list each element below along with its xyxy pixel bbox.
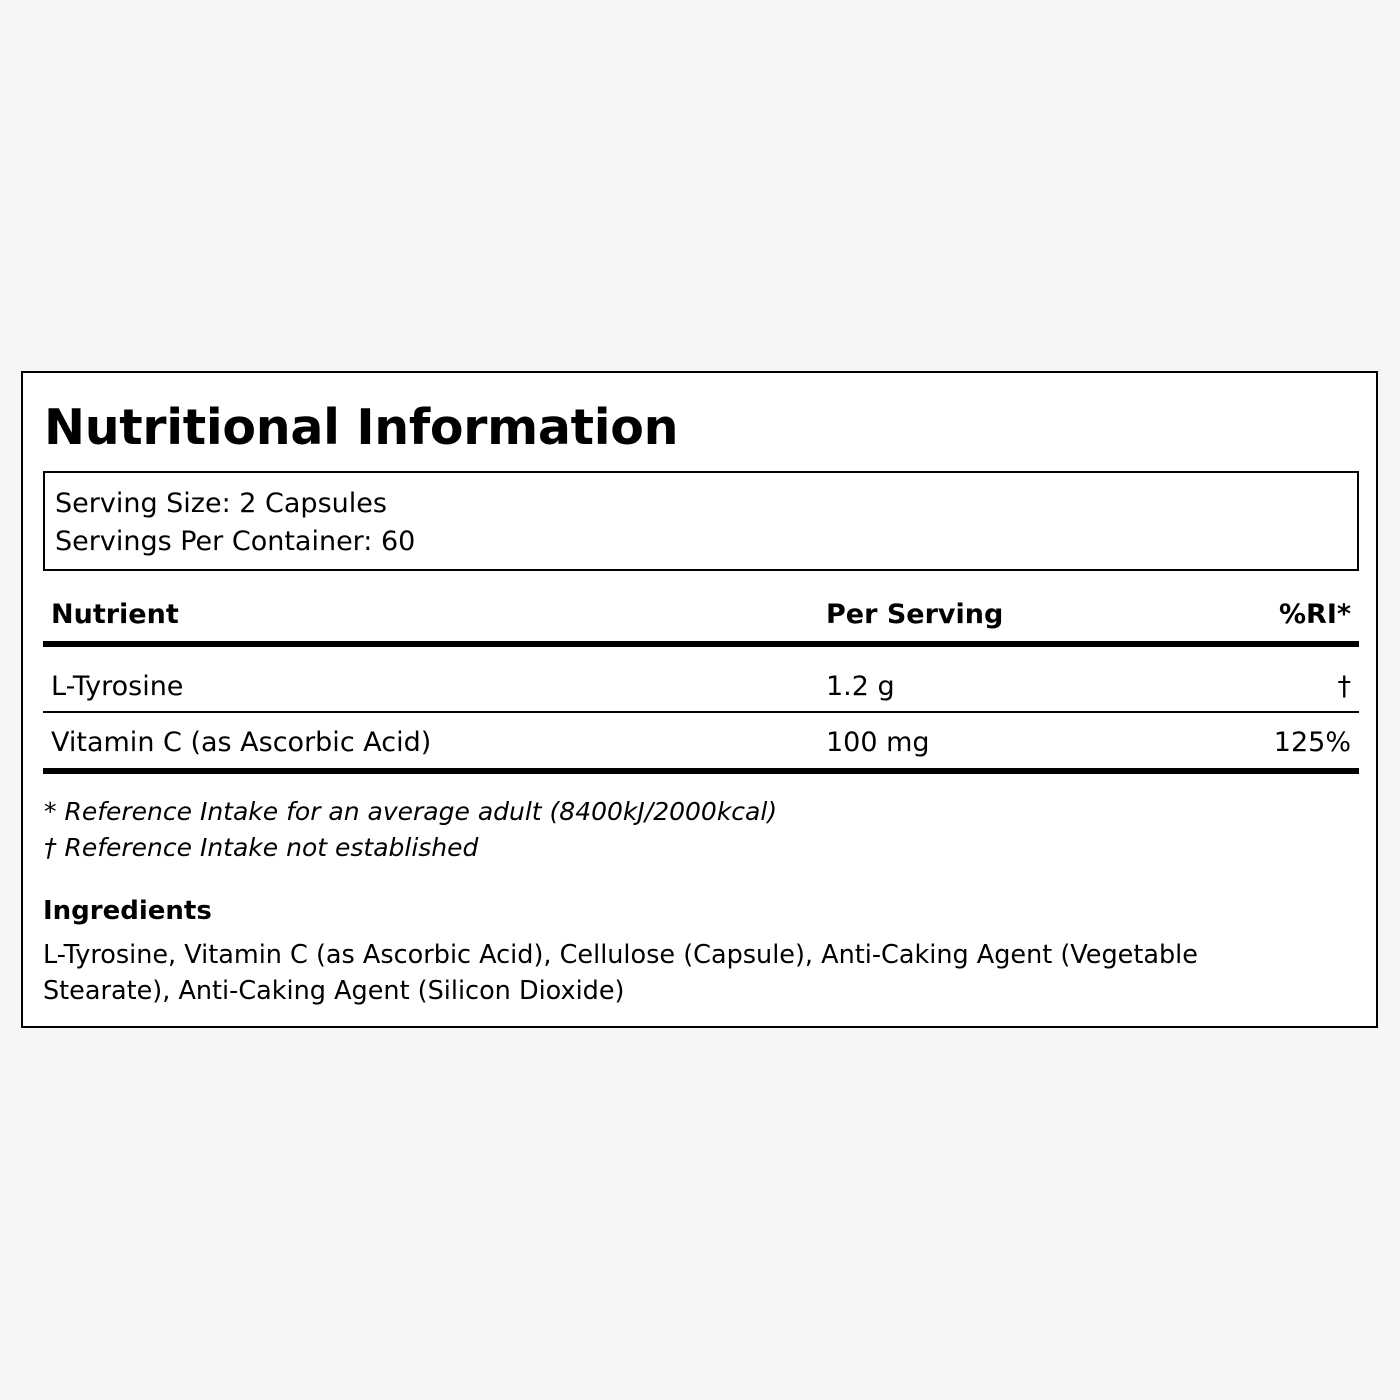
nutrient-ri: †	[1337, 671, 1351, 702]
nutrient-name: Vitamin C (as Ascorbic Acid)	[51, 727, 432, 758]
nutrient-per-serving: 100 mg	[826, 727, 930, 758]
serving-size: Serving Size: 2 Capsules	[55, 488, 387, 519]
servings-per-container: Servings Per Container: 60	[55, 526, 416, 557]
footnote-not-established: † Reference Intake not established	[44, 833, 479, 862]
ingredients-list: L-Tyrosine, Vitamin C (as Ascorbic Acid), Cellulose (Capsule), Anti-Caking Agent (Vegetable Stearate), Anti-Caking Agent (Silicon Dioxide)	[43, 940, 1198, 1006]
nutrition-label-panel	[21, 371, 1378, 1028]
nutrient-ri: 125%	[1273, 727, 1351, 758]
table-header-row	[43, 593, 1359, 647]
header-ri: %RI*	[1278, 599, 1351, 630]
nutrient-table	[43, 593, 1359, 774]
serving-info-box	[43, 471, 1359, 571]
label-title: Nutritional Information	[44, 399, 679, 456]
ingredients-heading: Ingredients	[43, 896, 212, 926]
nutrient-per-serving: 1.2 g	[826, 671, 895, 702]
header-nutrient: Nutrient	[51, 599, 179, 630]
footnote-reference-intake: * Reference Intake for an average adult (8400kJ/2000kcal)	[44, 797, 778, 826]
header-per-serving: Per Serving	[826, 599, 1004, 630]
table-row	[43, 647, 1359, 713]
table-row	[43, 713, 1359, 774]
nutrient-name: L-Tyrosine	[51, 671, 184, 702]
footnotes	[44, 794, 777, 866]
